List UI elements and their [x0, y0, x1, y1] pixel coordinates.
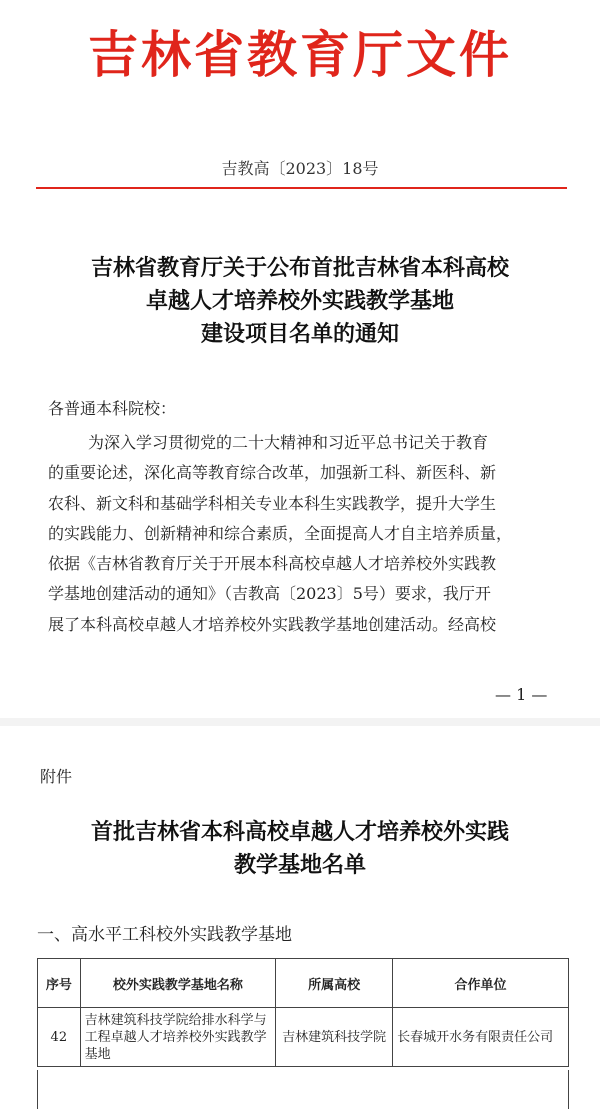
notice-title [0, 252, 600, 351]
body-line: 农科、新文科和基础学科相关专业本科生实践教学，提升大学生 [48, 493, 497, 513]
table-continuation [37, 1070, 569, 1109]
attachment-title [0, 816, 600, 882]
body-line: 的重要论述，深化高等教育综合改革，加强新工科、新医科、新 [48, 463, 497, 483]
attachment-title-line: 首批吉林省本科高校卓越人才培养校外实践 [90, 820, 509, 845]
attachment-label: 附件 [40, 767, 73, 786]
base-list-table [37, 958, 569, 1067]
body-line: 为深入学习贯彻党的二十大精神和习近平总书记关于教育 [88, 433, 489, 452]
column-header-index: 序号 [38, 959, 81, 1008]
document-header-title: 吉林省教育厅文件 [88, 26, 512, 84]
column-header-base-name: 校外实践教学基地名称 [80, 959, 275, 1008]
notice-body [48, 428, 572, 640]
document-number: 吉教高〔2023〕18号 [221, 159, 379, 178]
body-line: 展了本科高校卓越人才培养校外实践教学基地创建活动。经高校 [48, 614, 497, 634]
table-row [38, 1008, 569, 1067]
body-line: 学基地创建活动的通知》（吉教高〔2023〕5号）要求，我厅开 [48, 584, 491, 604]
notice-title-line: 卓越人才培养校外实践教学基地 [145, 289, 454, 314]
section-heading: 一、高水平工科校外实践教学基地 [37, 925, 292, 945]
salutation: 各普通本科院校： [48, 399, 177, 418]
page-number: — 1 — [495, 685, 548, 704]
page-separator [0, 718, 600, 726]
body-line: 的实践能力、创新精神和综合素质，全面提高人才自主培养质量， [48, 523, 513, 543]
cell-partner: 长春城开水务有限责任公司 [393, 1008, 569, 1067]
body-line: 依据《吉林省教育厅关于开展本科高校卓越人才培养校外实践教 [48, 554, 497, 574]
red-divider [36, 187, 567, 189]
cell-index: 42 [38, 1008, 81, 1067]
notice-title-line: 建设项目名单的通知 [200, 322, 399, 347]
table-header-row [38, 959, 569, 1008]
column-header-university: 所属高校 [276, 959, 393, 1008]
cell-university: 吉林建筑科技学院 [276, 1008, 393, 1067]
notice-title-line: 吉林省教育厅关于公布首批吉林省本科高校 [90, 256, 509, 281]
cell-base-name: 吉林建筑科技学院给排水科学与工程卓越人才培养校外实践教学基地 [80, 1008, 275, 1067]
column-header-partner: 合作单位 [393, 959, 569, 1008]
attachment-title-line: 教学基地名单 [233, 853, 366, 878]
